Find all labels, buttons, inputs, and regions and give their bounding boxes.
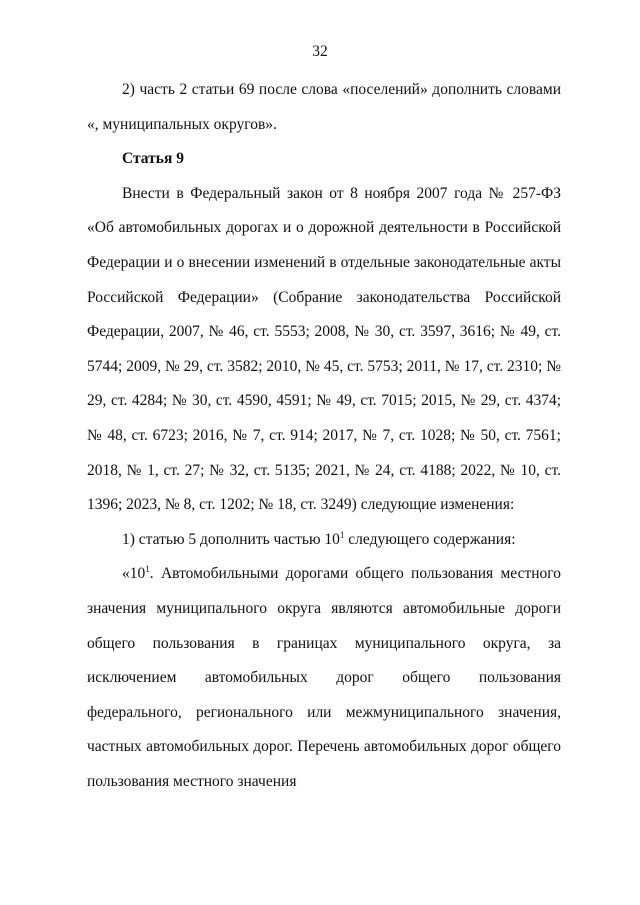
paragraph-part-10-1 (87, 557, 561, 799)
paragraph-amendment-part-2: 2) часть 2 статьи 69 после слова «поселений» дополнить словами «, муниципальных округов». (87, 81, 561, 133)
page-number: 32 (312, 43, 328, 60)
paragraph-federal-law-amendment: Внести в Федеральный закон от 8 ноября 2007 года № 257-ФЗ «Об автомобильных дорогах и о дорожной деятельности в Российской Федерации и о внесении изменений в отдельные законодательные акты Российской Федерации» (Собрание законодательства Российской Федерации, 2007, № 46, ст. 5553; 2008, № 30, ст. 3597, 3616; № 49, ст. 5744; 2009, № 29, ст. 3582; 2010, № 45, ст. 5753; 2011, № 17, ст. 2310; № 29, ст. 4284; № 30, ст. 4590, 4591; № 49, ст. 7015; 2015, № 29, ст. 4374; № 48, ст. 6723; 2016, № 7, ст. 914; 2017, № 7, ст. 1028; № 50, ст. 7561; 2018, № 1, ст. 27; № 32, ст. 5135; 2021, № 24, ст. 4188; 2022, № 10, ст. 1396; 2023, № 8, ст. 1202; № 18, ст. 3249) следующие изменения: (87, 184, 561, 514)
article-heading: Статья 9 (122, 150, 184, 168)
item-1-text: 1) статью 5 дополнить частью 10 (122, 530, 340, 548)
document-body (87, 73, 561, 799)
item-1-text-end: следующего содержания: (344, 530, 516, 548)
part-10-1-number: «10 (122, 565, 146, 583)
item-1-superscript: 1 (339, 529, 345, 540)
part-10-1-superscript: 1 (145, 564, 150, 575)
paragraph-item-1 (87, 523, 561, 558)
part-10-1-text: . Автомобильными дорогами общего пользования местного значения муниципального округа являются автомобильные дороги общего пользования в границах муниципального округа, за исключением автомобильных дорог общего пользования федерального, регионального или межмуниципального значения, частных автомобильных дорог. Перечень автомобильных дорог общего пользования местного значения (87, 565, 561, 790)
